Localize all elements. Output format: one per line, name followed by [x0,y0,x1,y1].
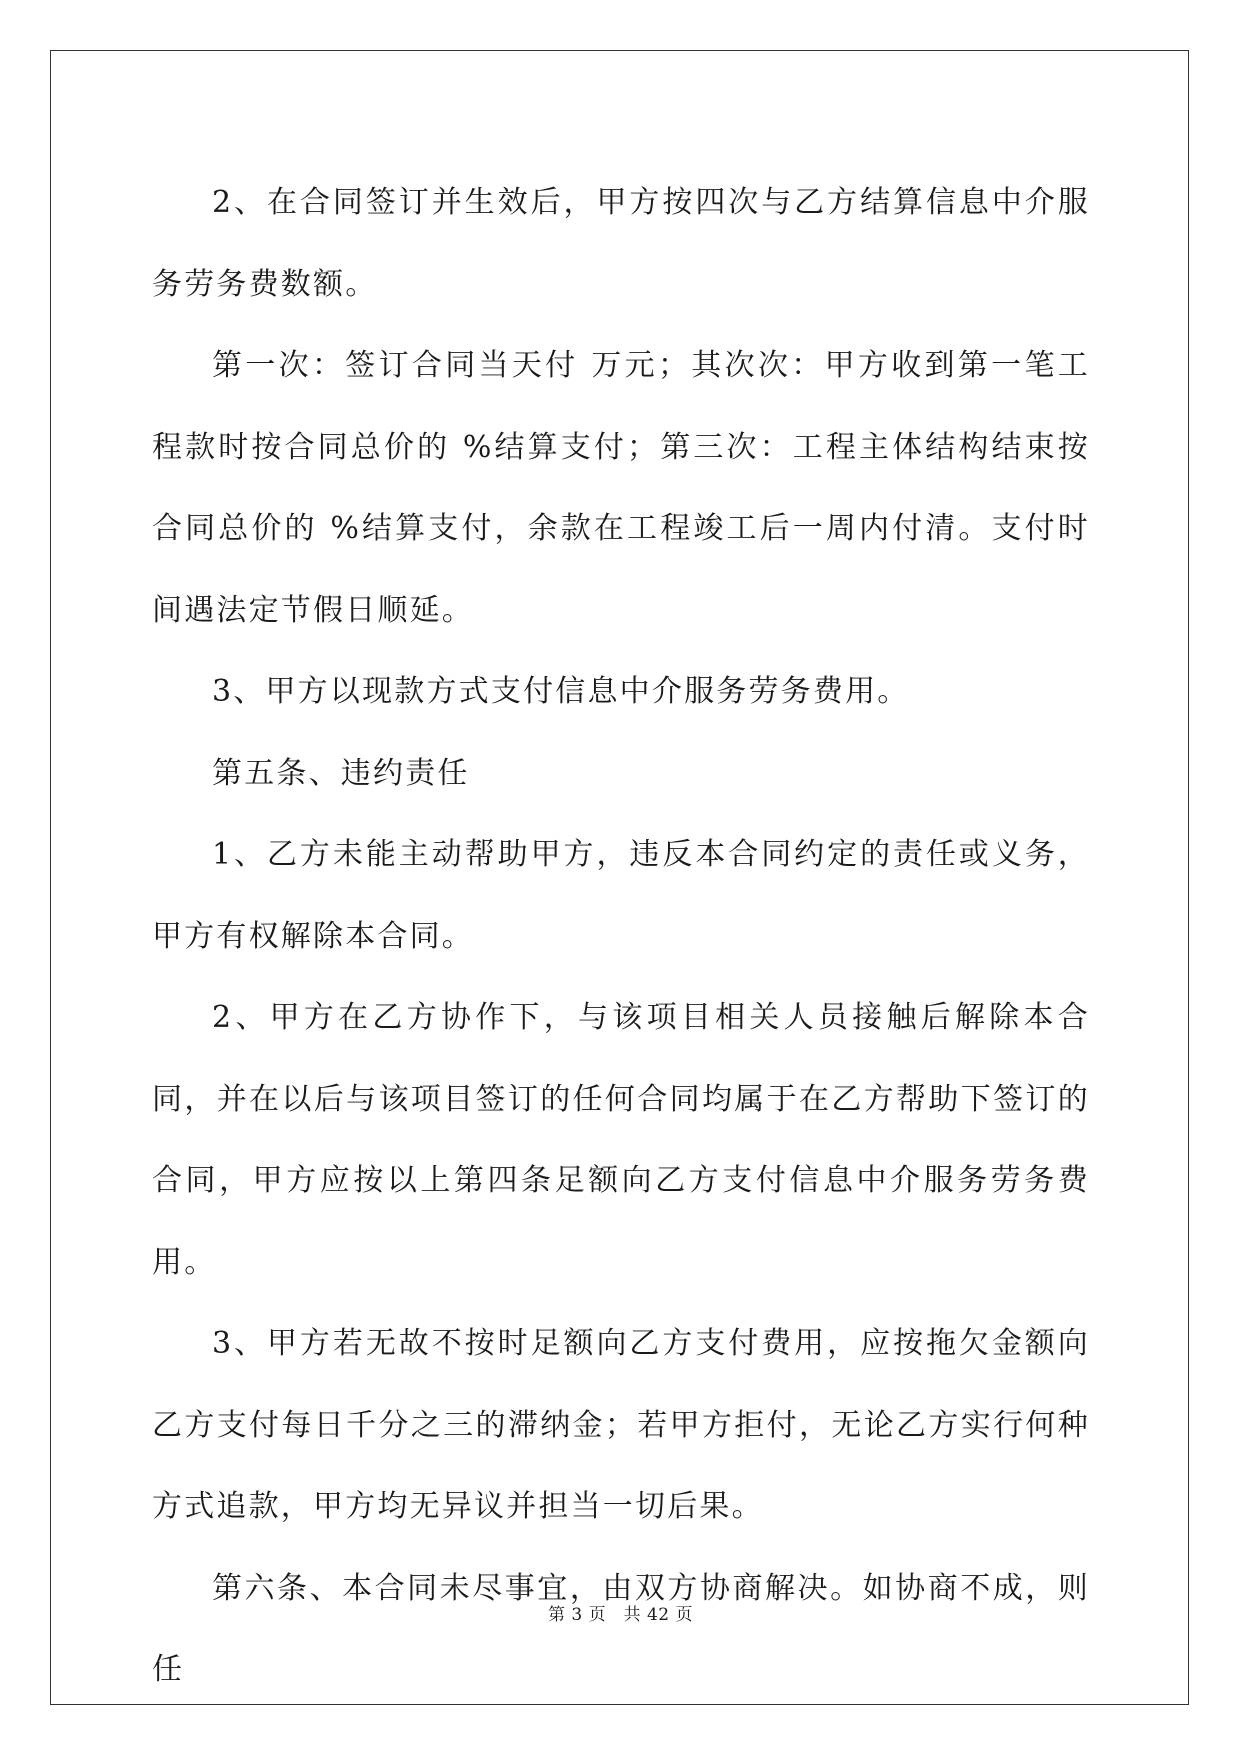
paragraph-payment-schedule: 第一次：签订合同当天付 万元；其次次：甲方收到第一笔工程款时按合同总价的 %结算支付；第三次：工程主体结构结束按合同总价的 %结算支付，余款在工程竣工后一周内付清。支付时间遇法定节假日顺延。 [152,348,1090,628]
document-body [152,162,1090,1711]
paragraph-cash-payment: 3、甲方以现款方式支付信息中介服务劳务费用。 [212,674,910,709]
article-six-paragraph: 第六条、本合同未尽事宜，由双方协商解决。如协商不成，则任 [152,1570,1090,1687]
paragraph-breach-3: 3、甲方若无故不按时足额向乙方支付费用，应按拖欠金额向乙方支付每日千分之三的滞纳金；若甲方拒付，无论乙方实行何种方式追款，甲方均无异议并担当一切后果。 [152,1326,1090,1524]
page-number-footer: 第 3 页 共 42 页 [547,1605,694,1625]
paragraph-settlement: 2、在合同签订并生效后，甲方按四次与乙方结算信息中介服务劳务费数额。 [152,185,1090,302]
article-five-heading: 第五条、违约责任 [212,755,470,791]
paragraph-breach-2: 2、甲方在乙方协作下，与该项目相关人员接触后解除本合同，并在以后与该项目签订的任何合同均属于在乙方帮助下签订的合同，甲方应按以上第四条足额向乙方支付信息中介服务劳务费用。 [152,1000,1090,1280]
paragraph-breach-1: 1、乙方未能主动帮助甲方，违反本合同约定的责任或义务，甲方有权解除本合同。 [152,837,1090,954]
